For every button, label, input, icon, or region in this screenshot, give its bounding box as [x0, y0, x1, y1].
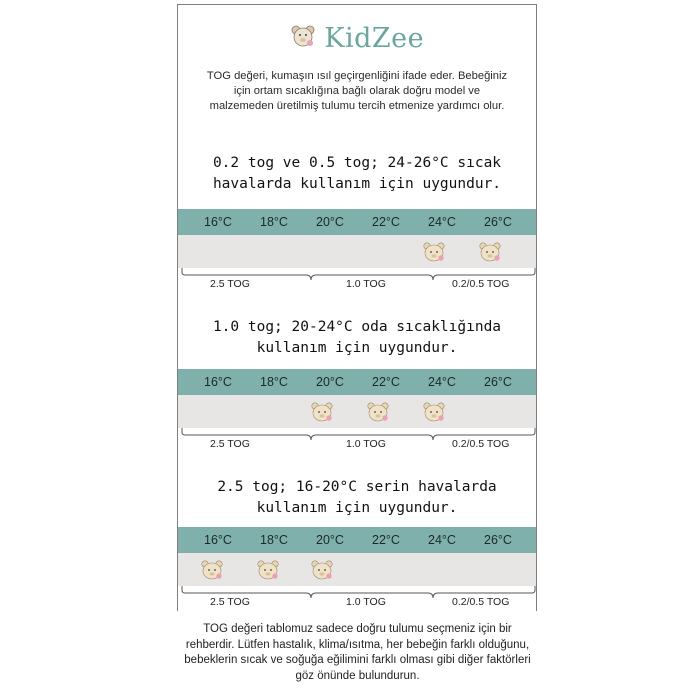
temp-24: 24°C	[428, 375, 456, 389]
temp-20: 20°C	[316, 375, 344, 389]
baby-icon	[256, 559, 280, 581]
section-1-table	[178, 209, 536, 294]
baby-row	[178, 395, 536, 428]
section-3-heading: 2.5 tog; 16-20°C serin havalarda kullanım için uygundur.	[217, 479, 497, 516]
temp-22: 22°C	[372, 533, 400, 547]
temp-24: 24°C	[428, 533, 456, 547]
baby-icon	[478, 241, 502, 263]
temp-18: 18°C	[260, 375, 288, 389]
tog-label-1-0: 1.0 TOG	[346, 438, 386, 450]
temp-24: 24°C	[428, 215, 456, 229]
baby-icon	[310, 559, 334, 581]
temp-18: 18°C	[260, 533, 288, 547]
tog-guide-card	[177, 4, 537, 611]
temperature-row	[178, 527, 536, 553]
tog-label-2-5: 2.5 TOG	[210, 278, 250, 290]
temp-26: 26°C	[484, 375, 512, 389]
tog-range-row	[178, 428, 536, 454]
tog-label-1-0: 1.0 TOG	[346, 596, 386, 608]
tog-label-1-0: 1.0 TOG	[346, 278, 386, 290]
temperature-row	[178, 209, 536, 235]
temp-20: 20°C	[316, 215, 344, 229]
baby-icon	[310, 401, 334, 423]
temp-20: 20°C	[316, 533, 344, 547]
tog-label-0-2-0-5: 0.2/0.5 TOG	[452, 438, 510, 450]
baby-icon	[422, 241, 446, 263]
tog-range-row	[178, 268, 536, 294]
section-3-table	[178, 527, 536, 612]
section-1-heading: 0.2 tog ve 0.5 tog; 24-26°C sıcak havalarda kullanım için uygundur.	[212, 155, 502, 192]
temp-16: 16°C	[204, 375, 232, 389]
baby-row	[178, 235, 536, 268]
temp-16: 16°C	[204, 533, 232, 547]
footer-note: TOG değeri tablomuz sadece doğru tulumu seçmeniz için bir rehberdir. Lütfen hastalık, klima/ısıtma, her bebeğin farklı olduğunu, bebeklerin sıcak ve soğuğa eğilimini farklı olması gibi diğer faktörleri göz önünde bulundurun.	[184, 623, 531, 682]
baby-icon	[366, 401, 390, 423]
tog-label-0-2-0-5: 0.2/0.5 TOG	[452, 278, 510, 290]
intro-text: TOG değeri, kumaşın ısıl geçirgenliğini ifade eder. Bebeğiniz için ortam sıcaklığına bağlı olarak doğru model ve malzemeden üretilmiş tulumu tercih etmenize yardımcı olur.	[206, 70, 508, 112]
brand-logo	[178, 23, 536, 63]
temperature-row	[178, 369, 536, 395]
baby-row	[178, 553, 536, 586]
temp-22: 22°C	[372, 215, 400, 229]
tog-label-0-2-0-5: 0.2/0.5 TOG	[452, 596, 510, 608]
tog-label-2-5: 2.5 TOG	[210, 596, 250, 608]
temp-18: 18°C	[260, 215, 288, 229]
baby-icon	[422, 401, 446, 423]
section-2-table	[178, 369, 536, 454]
brand-name: KidZee	[324, 23, 425, 54]
tog-range-row	[178, 586, 536, 612]
temp-26: 26°C	[484, 215, 512, 229]
temp-22: 22°C	[372, 375, 400, 389]
temp-26: 26°C	[484, 533, 512, 547]
temp-16: 16°C	[204, 215, 232, 229]
tog-label-2-5: 2.5 TOG	[210, 438, 250, 450]
baby-icon	[200, 559, 224, 581]
section-2-heading: 1.0 tog; 20-24°C oda sıcaklığında kullanım için uygundur.	[212, 319, 502, 356]
teddy-bear-icon	[290, 23, 316, 54]
